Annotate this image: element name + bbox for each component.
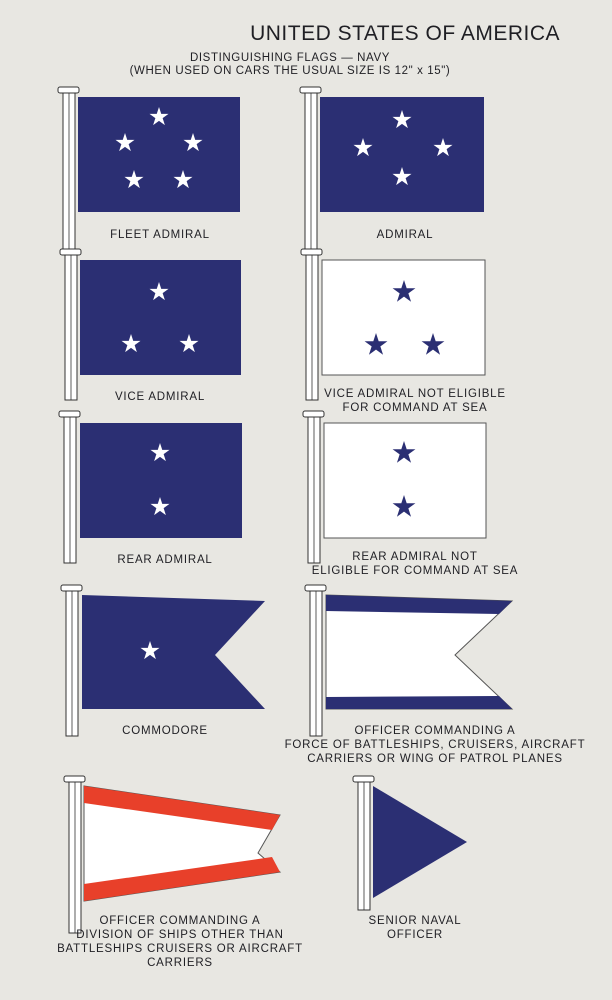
flagpole bbox=[305, 585, 326, 736]
flag-field bbox=[324, 423, 486, 538]
caption-vice-admiral-not-eligible: VICE ADMIRAL NOT ELIGIBLE FOR COMMAND AT SEA bbox=[324, 388, 506, 414]
subtitle-line-2: (WHEN USED ON CARS THE USUAL SIZE IS 12" x 15") bbox=[129, 65, 451, 77]
flagpole bbox=[61, 585, 82, 736]
caption-rear-admiral-not-eligible: REAR ADMIRAL NOT ELIGIBLE FOR COMMAND AT SEA bbox=[311, 551, 519, 577]
flagpole bbox=[64, 776, 85, 933]
flag-field bbox=[322, 260, 485, 375]
flagpole bbox=[301, 249, 322, 400]
flagpole bbox=[303, 411, 324, 563]
flag-senior-naval-officer bbox=[353, 776, 467, 910]
flag-rear-admiral bbox=[59, 411, 242, 563]
caption-senior-naval-officer: SENIOR NAVAL OFFICER bbox=[368, 915, 462, 941]
caption-fleet-admiral: FLEET ADMIRAL bbox=[110, 229, 210, 241]
flag-officer-commanding-force bbox=[305, 585, 512, 736]
flag-rear-admiral-not-eligible bbox=[303, 411, 486, 563]
caption-officer-commanding-division: OFFICER COMMANDING A DIVISION OF SHIPS OTHER THAN BATTLESHIPS CRUISERS OR AIRCRAFT CARRIERS bbox=[57, 915, 303, 969]
flag-field bbox=[373, 786, 467, 898]
caption-commodore: COMMODORE bbox=[122, 725, 208, 737]
flagpole bbox=[59, 411, 80, 563]
flag-vice-admiral bbox=[60, 249, 241, 400]
flagpole bbox=[353, 776, 374, 910]
subtitle-line-1: DISTINGUISHING FLAGS — NAVY bbox=[189, 52, 390, 64]
flag-commodore bbox=[61, 585, 265, 736]
flag-vice-admiral-not-eligible bbox=[301, 249, 485, 400]
flag-officer-commanding-division bbox=[64, 776, 280, 933]
flag-field bbox=[82, 595, 265, 709]
page-title: UNITED STATES OF AMERICA bbox=[250, 22, 560, 45]
caption-admiral: ADMIRAL bbox=[376, 229, 434, 241]
bottom-border-stripe bbox=[326, 696, 512, 709]
flagpole bbox=[60, 249, 81, 400]
caption-officer-commanding-force: OFFICER COMMANDING A FORCE OF BATTLESHIPS, CRUISERS, AIRCRAFT CARRIERS OR WING OF PATROL PLANES bbox=[284, 725, 586, 765]
caption-vice-admiral: VICE ADMIRAL bbox=[114, 391, 206, 403]
caption-rear-admiral: REAR ADMIRAL bbox=[117, 554, 213, 566]
flag-field bbox=[80, 423, 242, 538]
flag-field bbox=[80, 260, 241, 375]
